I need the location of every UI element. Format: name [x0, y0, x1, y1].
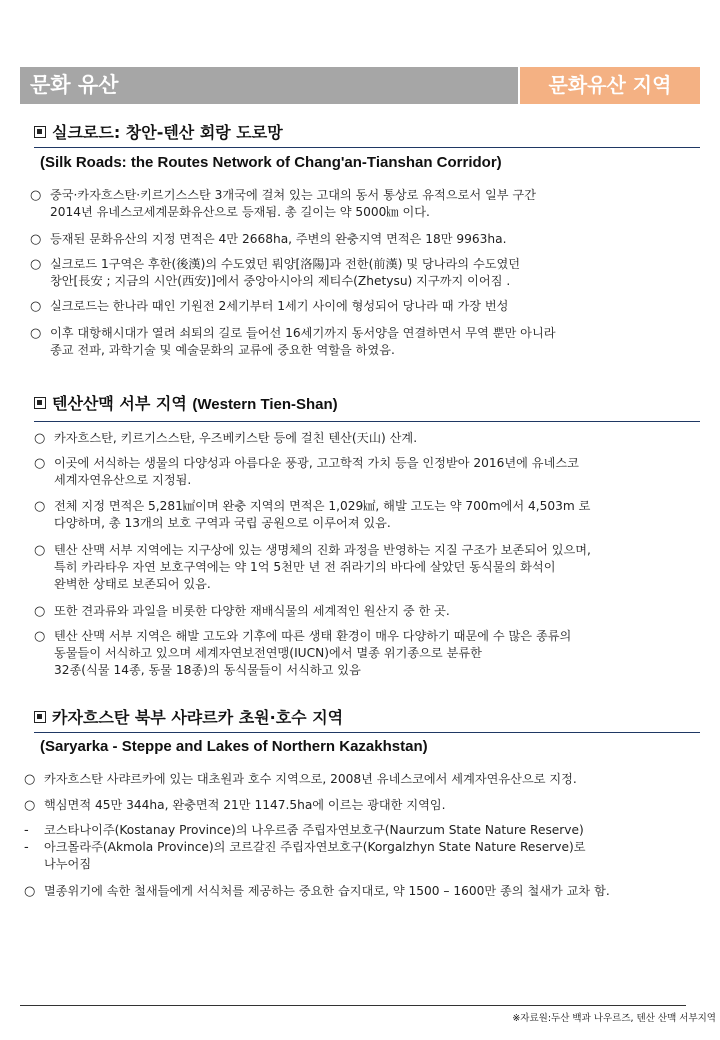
footer-divider — [20, 1005, 686, 1006]
section-title-western-tien-shan: 텐산산맥 서부 지역 (Western Tien-Shan) — [34, 391, 338, 414]
section-divider — [34, 147, 700, 148]
header-bar — [20, 67, 700, 104]
circle-bullet-icon: ○ — [24, 884, 36, 899]
category-title: 문화유산 지역 — [520, 67, 700, 104]
circle-bullet-icon: ○ — [34, 499, 46, 514]
circle-bullet-icon: ○ — [24, 798, 36, 813]
dash-bullet-icon: - — [24, 840, 29, 855]
circle-bullet-icon: ○ — [24, 772, 36, 787]
circle-bullet-icon: ○ — [34, 543, 46, 558]
section-title-saryarka: 카자흐스탄 북부 사랴르카 초원·호수 지역 — [34, 705, 343, 728]
square-bullet-icon — [34, 126, 46, 138]
circle-bullet-icon: ○ — [30, 188, 42, 203]
source-note: ※자료원:두산 백과 나우르즈, 텐산 산맥 서부지역 — [512, 1013, 716, 1024]
square-bullet-icon — [34, 711, 46, 723]
square-bullet-icon — [34, 397, 46, 409]
circle-bullet-icon: ○ — [30, 232, 42, 247]
circle-bullet-icon: ○ — [30, 299, 42, 314]
dash-bullet-icon: - — [24, 823, 29, 838]
section-divider — [34, 421, 700, 422]
section-divider — [34, 732, 700, 733]
section-subtitle: (Saryarka - Steppe and Lakes of Northern Kazakhstan) — [40, 738, 428, 755]
circle-bullet-icon: ○ — [34, 431, 46, 446]
page-title: 문화 유산 — [20, 67, 518, 104]
circle-bullet-icon: ○ — [30, 326, 42, 341]
circle-bullet-icon: ○ — [34, 604, 46, 619]
circle-bullet-icon: ○ — [34, 629, 46, 644]
circle-bullet-icon: ○ — [34, 456, 46, 471]
section-title-silk-roads: 실크로드: 창안-텐산 회랑 도로망 — [34, 120, 283, 143]
circle-bullet-icon: ○ — [30, 257, 42, 272]
section-subtitle: (Silk Roads: the Routes Network of Chang'an-Tianshan Corridor) — [40, 154, 502, 171]
